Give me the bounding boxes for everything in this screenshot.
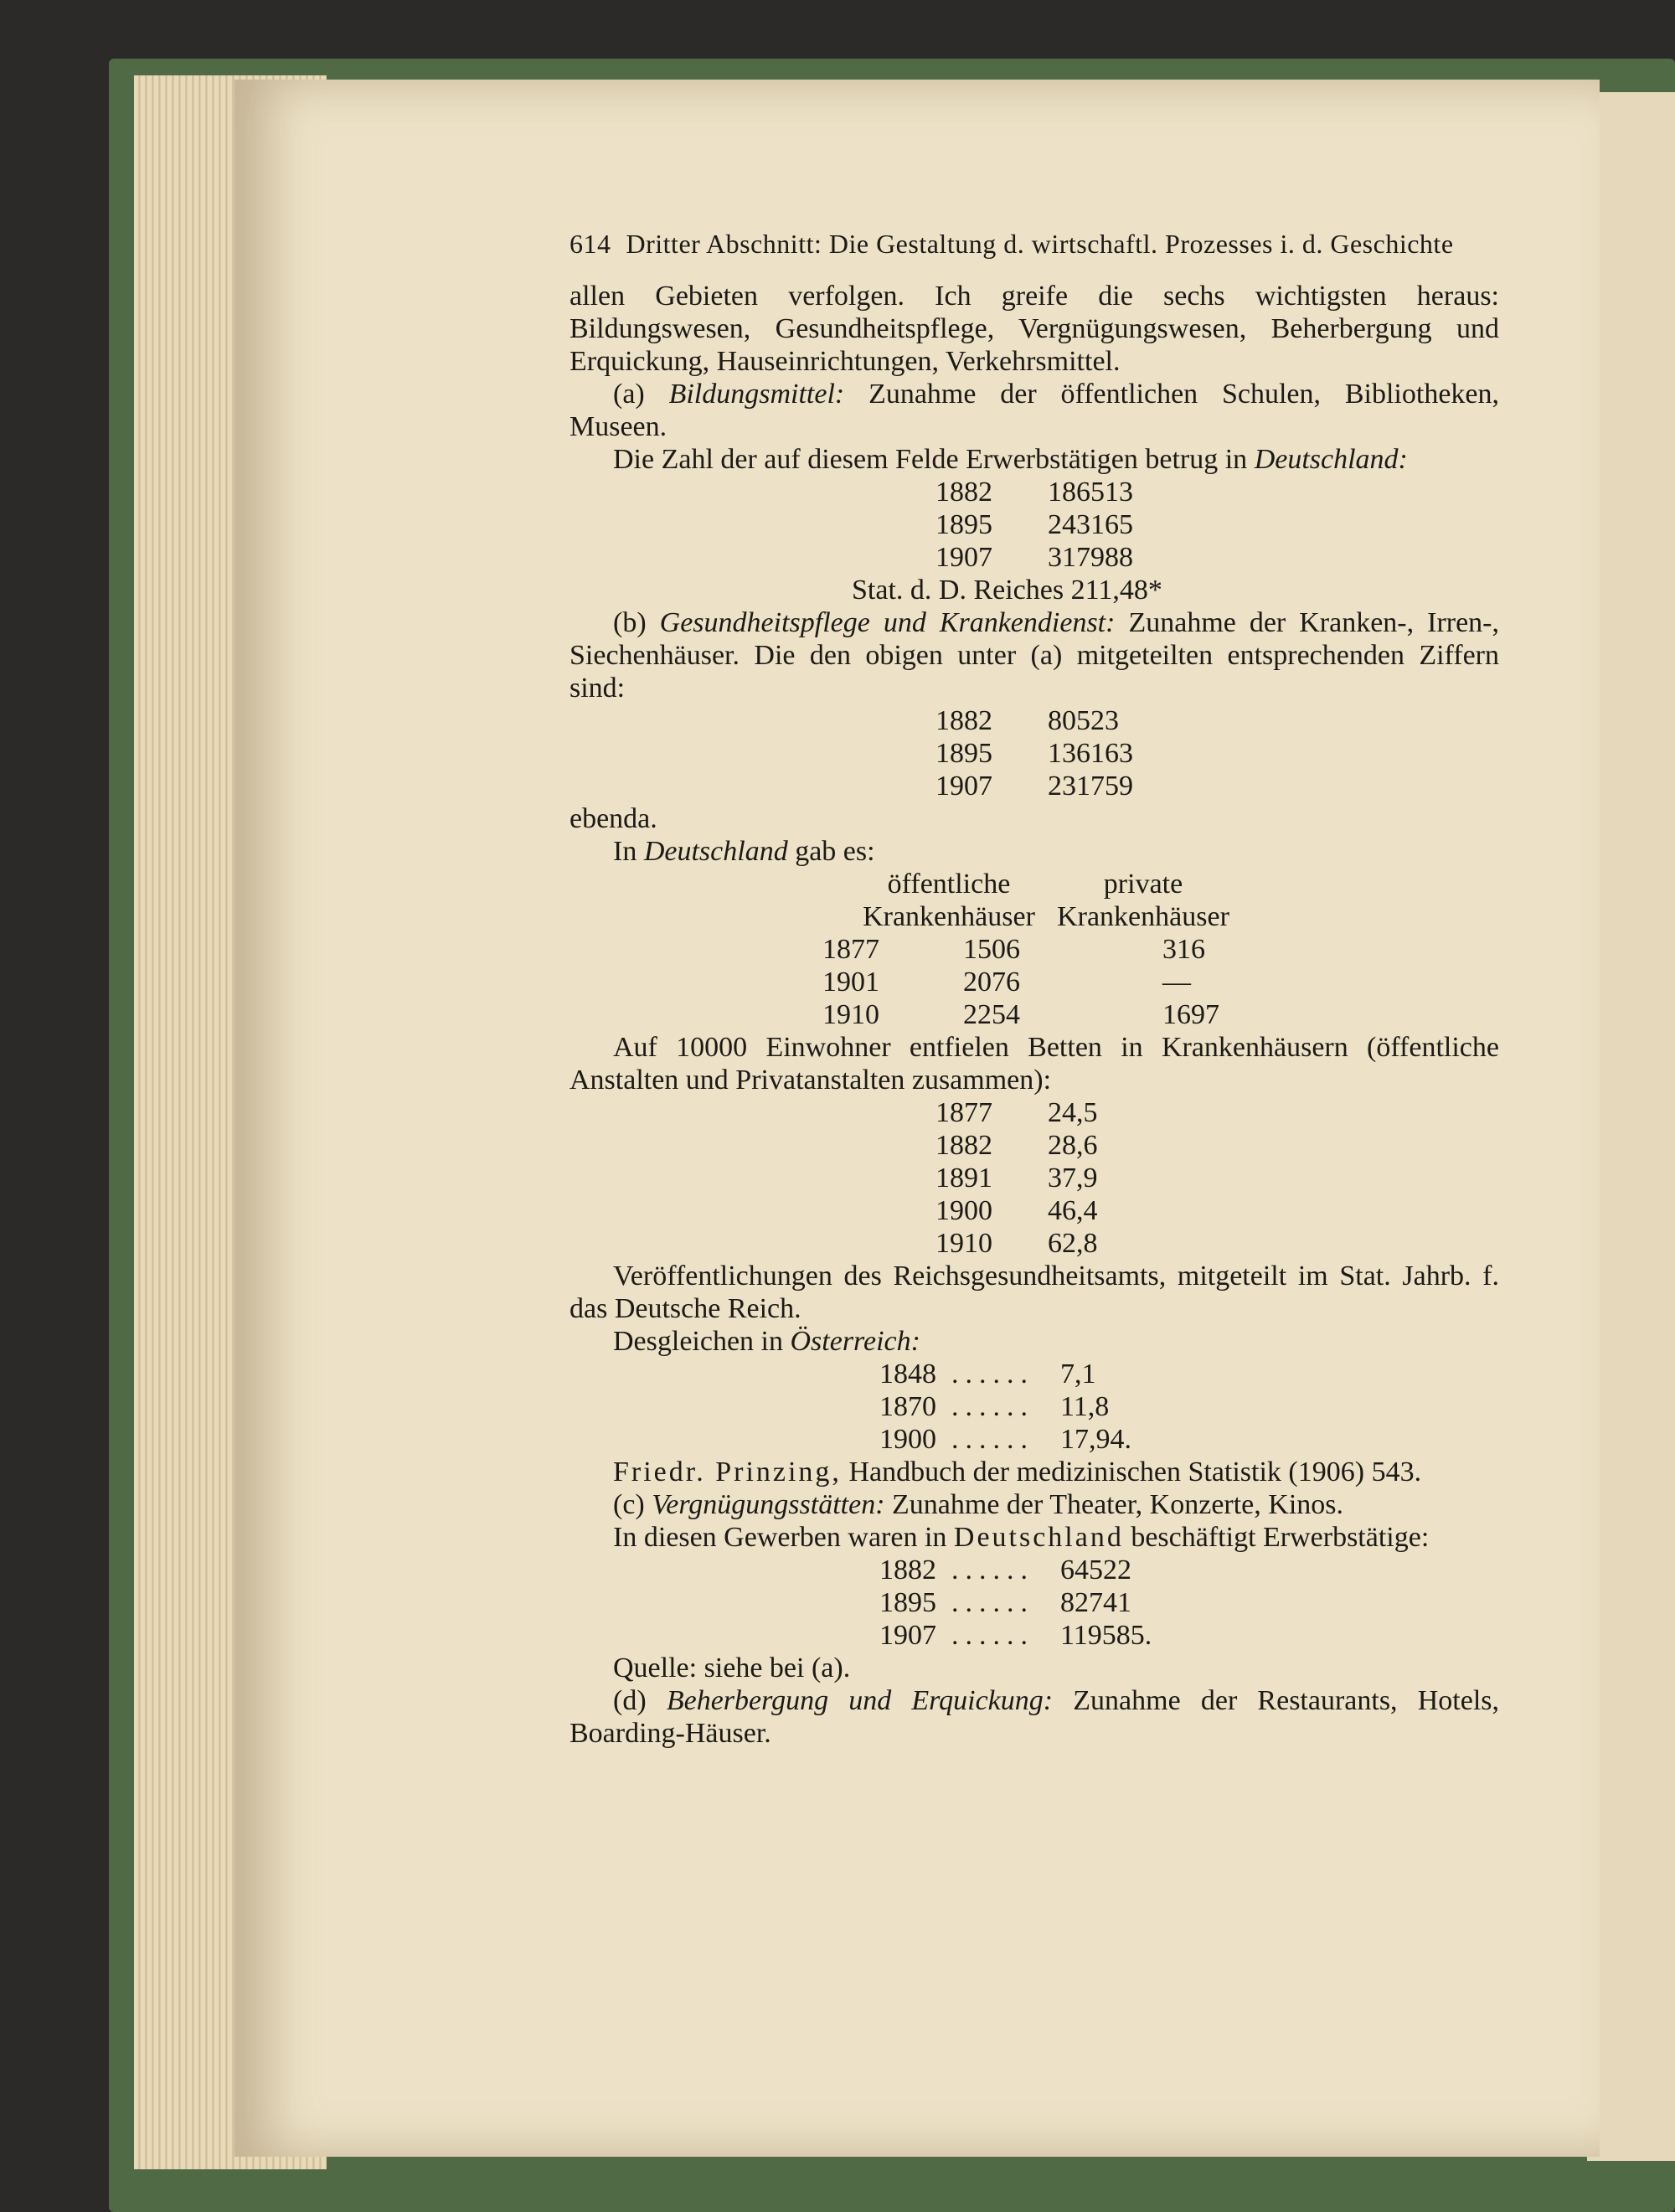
- value-cell: 80523: [1048, 705, 1119, 736]
- table-row: [935, 1227, 1098, 1260]
- value-cell: 62,8: [1048, 1228, 1098, 1259]
- table-row: [935, 737, 1133, 770]
- table-row: [822, 966, 1219, 998]
- value-cell: 64522: [1060, 1555, 1131, 1586]
- value-cell: 17,94.: [1060, 1424, 1131, 1455]
- leader-dots: ......: [951, 1424, 1034, 1455]
- table-row: [879, 1619, 1152, 1652]
- section-a-lead-text: Die Zahl der auf diesem Felde Erwerbstätigen betrug in: [613, 444, 1248, 475]
- running-title: Dritter Abschnitt: Die Gestaltung d. wirtschaftl. Prozesses i. d. Geschichte: [626, 229, 1454, 259]
- year-cell: 1882: [935, 705, 992, 736]
- private-cell: —: [1162, 967, 1191, 998]
- col-header-private-1: private: [1103, 869, 1183, 900]
- year-cell: 1848: [879, 1359, 936, 1390]
- table-row: [935, 1194, 1098, 1227]
- private-cell: 1697: [1162, 999, 1219, 1030]
- section-d-label: (d): [613, 1685, 647, 1716]
- section-c-heading: Vergnügungsstätten:: [652, 1489, 885, 1520]
- austria-source-rest: Handbuch der medizinischen Statistik (1906) 543.: [848, 1457, 1422, 1488]
- table-row: [879, 1586, 1152, 1619]
- year-cell: 1877: [935, 1097, 992, 1128]
- hospitals-lead-end: gab es:: [795, 836, 875, 867]
- hospitals-lead-place: Deutschland: [643, 836, 788, 867]
- value-cell: 46,4: [1048, 1195, 1098, 1226]
- section-d-heading: Beherbergung und Erquickung:: [666, 1685, 1054, 1716]
- hospitals-table: [821, 868, 1240, 933]
- leader-dots: ......: [951, 1391, 1034, 1422]
- section-a-text: Zunahme der öffentlichen Schulen, Bibliotheken, Museen.: [570, 379, 1499, 442]
- year-cell: 1882: [935, 477, 992, 508]
- section-b-source: ebenda.: [570, 803, 657, 834]
- table-row: [879, 1423, 1131, 1456]
- hospitals-lead: [570, 835, 1499, 868]
- section-c-paragraph: [570, 1488, 1499, 1521]
- year-cell: 1895: [935, 509, 992, 540]
- austria-lead: [570, 1325, 1499, 1358]
- col-header-public-1: öffentliche: [887, 869, 1011, 900]
- value-cell: 186513: [1048, 477, 1133, 508]
- section-b-label: (b): [613, 607, 647, 638]
- facing-page-edge: [1587, 92, 1675, 2161]
- year-cell: 1900: [879, 1424, 936, 1455]
- section-c-text: Zunahme der Theater, Konzerte, Kinos.: [892, 1489, 1344, 1520]
- page-text: [570, 228, 1499, 1750]
- value-cell: 7,1: [1060, 1359, 1096, 1390]
- table-row: [822, 998, 1219, 1031]
- section-a-heading: Bildungsmittel:: [668, 379, 845, 410]
- section-a-lead: [570, 443, 1499, 476]
- section-b-table: [935, 704, 1133, 802]
- table-row: [935, 508, 1133, 541]
- year-cell: 1900: [935, 1195, 992, 1226]
- table-row: [935, 541, 1133, 574]
- value-cell: 28,6: [1048, 1130, 1098, 1161]
- running-head: [570, 228, 1499, 280]
- austria-lead-place: Österreich:: [790, 1326, 920, 1357]
- year-cell: 1882: [935, 1130, 992, 1161]
- hospitals-lead-text: In: [613, 836, 637, 867]
- table-row: [879, 1554, 1152, 1586]
- value-cell: 37,9: [1048, 1163, 1098, 1194]
- year-cell: 1910: [935, 1228, 992, 1259]
- section-a-table: [935, 476, 1133, 574]
- austria-source: [570, 1456, 1499, 1488]
- table-row: [879, 1390, 1131, 1423]
- year-cell: 1877: [822, 934, 879, 965]
- table-row: [935, 1129, 1098, 1162]
- leader-dots: ......: [951, 1620, 1034, 1651]
- value-cell: 82741: [1060, 1587, 1131, 1618]
- value-cell: 119585.: [1060, 1620, 1152, 1651]
- section-c-source: Quelle: siehe bei (a).: [613, 1653, 851, 1683]
- beds-source: Veröffentlichungen des Reichsgesundheitsamts, mitgeteilt im Stat. Jahrb. f. das Deutsche Reich.: [570, 1261, 1499, 1324]
- section-d-paragraph: [570, 1684, 1499, 1750]
- public-cell: 2254: [963, 999, 1020, 1030]
- austria-lead-text: Desgleichen in: [613, 1326, 783, 1357]
- col-header-public-2: Krankenhäuser: [863, 901, 1035, 932]
- section-d-text: Zunahme der Restaurants, Hotels, Boarding-Häuser.: [570, 1685, 1499, 1749]
- year-cell: 1901: [822, 967, 879, 998]
- section-c-lead-a: In diesen Gewerben waren in: [613, 1522, 947, 1553]
- section-b-text: Zunahme der Kranken-, Irren-, Siechenhäuser. Die den obigen unter (a) mitgeteilten entsprechenden Ziffern sind:: [570, 607, 1500, 704]
- table-row: [935, 770, 1133, 802]
- hospitals-data: [822, 933, 1219, 1031]
- leader-dots: ......: [951, 1587, 1034, 1618]
- year-cell: 1907: [935, 771, 992, 802]
- section-c-table: [879, 1554, 1152, 1652]
- section-a-source: Stat. d. D. Reiches 211,48*: [852, 575, 1162, 606]
- value-cell: 11,8: [1060, 1391, 1110, 1422]
- value-cell: 24,5: [1048, 1097, 1098, 1128]
- table-header-row: [821, 868, 1240, 900]
- public-cell: 1506: [963, 934, 1020, 965]
- section-b-paragraph: [570, 606, 1499, 704]
- leader-dots: ......: [951, 1555, 1034, 1586]
- table-row: [935, 704, 1133, 737]
- leader-dots: ......: [951, 1359, 1034, 1390]
- value-cell: 243165: [1048, 509, 1133, 540]
- year-cell: 1907: [879, 1620, 936, 1651]
- beds-table: [935, 1096, 1098, 1260]
- value-cell: 136163: [1048, 738, 1133, 769]
- value-cell: 317988: [1048, 542, 1133, 573]
- table-row: [935, 1096, 1098, 1129]
- section-c-lead: [570, 1521, 1499, 1554]
- year-cell: 1891: [935, 1163, 992, 1194]
- table-row: [935, 1162, 1098, 1194]
- section-c-lead-place: Deutschland: [953, 1522, 1124, 1553]
- section-a-label: (a): [613, 379, 645, 410]
- austria-source-author: Friedr. Prinzing,: [613, 1457, 842, 1488]
- page-number: 614: [570, 229, 611, 259]
- section-a-paragraph: [570, 378, 1499, 443]
- table-header-row: [821, 900, 1240, 933]
- intro-paragraph: allen Gebieten verfolgen. Ich greife die sechs wichtigsten heraus: Bildungswesen, Gesundheitspflege, Vergnügungswesen, Beherbergung und Erquickung, Hauseinrichtungen, Verkehrsmittel.: [570, 281, 1499, 377]
- section-c-lead-b: beschäftigt Erwerbstätige:: [1131, 1522, 1430, 1553]
- private-cell: 316: [1162, 934, 1205, 965]
- beds-lead: Auf 10000 Einwohner entfielen Betten in Krankenhäusern (öffentliche Anstalten und Privatanstalten zusammen):: [570, 1032, 1499, 1096]
- austria-table: [879, 1358, 1131, 1456]
- col-header-private-2: Krankenhäuser: [1057, 901, 1229, 932]
- section-a-lead-place: Deutschland:: [1254, 444, 1408, 475]
- section-b-heading: Gesundheitspflege und Krankendienst:: [659, 607, 1116, 638]
- year-cell: 1895: [935, 738, 992, 769]
- section-c-label: (c): [613, 1489, 645, 1520]
- table-row: [822, 933, 1219, 966]
- table-row: [935, 476, 1133, 508]
- value-cell: 231759: [1048, 771, 1133, 802]
- year-cell: 1895: [879, 1587, 936, 1618]
- year-cell: 1910: [822, 999, 879, 1030]
- year-cell: 1882: [879, 1555, 936, 1586]
- table-row: [879, 1358, 1131, 1390]
- year-cell: 1870: [879, 1391, 936, 1422]
- public-cell: 2076: [963, 967, 1020, 998]
- year-cell: 1907: [935, 542, 992, 573]
